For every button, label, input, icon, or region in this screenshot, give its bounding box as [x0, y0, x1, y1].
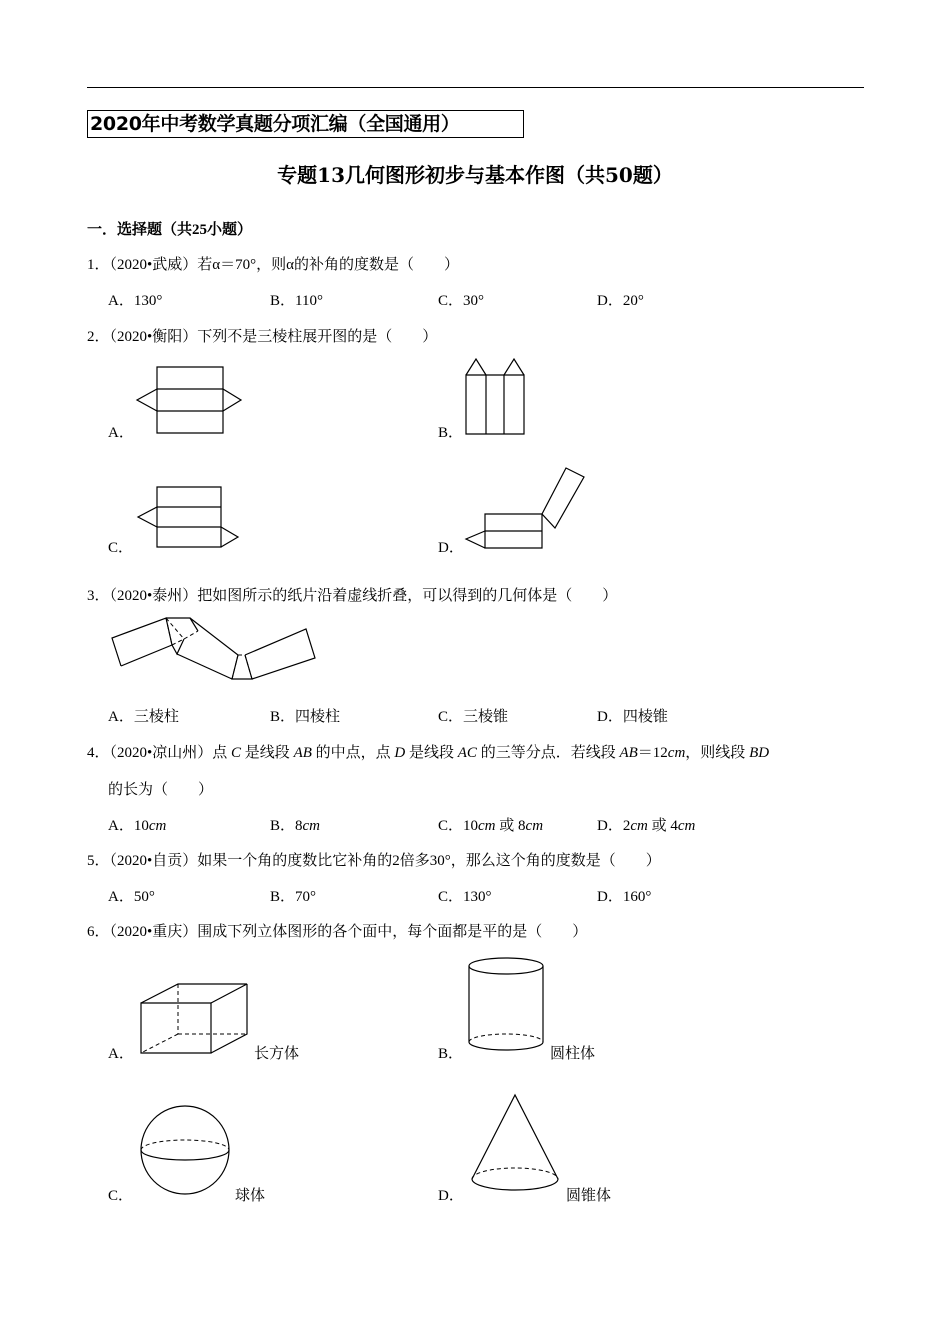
question-text: （2020•泰州）把如图所示的纸片沿着虚线折叠，可以得到的几何体是（ ） [109, 588, 618, 604]
q3-option-b[interactable]: B．四棱柱 [270, 709, 341, 725]
q1-option-b[interactable]: B．110° [270, 293, 323, 309]
question-number: 2． [87, 329, 110, 345]
section-heading: 一．选择题（共25小题） [87, 222, 253, 238]
q1-option-a[interactable]: A．130° [108, 293, 163, 309]
q2-figure-d [463, 465, 589, 553]
q2-option-a[interactable]: A． [108, 425, 134, 441]
question-4: 4．（2020•凉山州）点 C 是线段 AB 的中点，点 D 是线段 AC 的三等分点．若线段 AB＝12cm，则线段 BD [87, 745, 770, 761]
q2-figure-a [135, 365, 245, 440]
cylinder-figure [465, 955, 549, 1058]
q3-option-a[interactable]: A．三棱柱 [108, 709, 179, 725]
q4-option-d[interactable]: D．2cm 或 4cm [597, 818, 696, 834]
q6-option-d[interactable]: D． [438, 1188, 464, 1204]
sphere-figure [137, 1102, 233, 1198]
q2-figure-c [135, 484, 245, 552]
q5-option-d[interactable]: D．160° [597, 889, 652, 905]
q5-option-b[interactable]: B．70° [270, 889, 317, 905]
question-number: 6． [87, 924, 110, 940]
question-3 [87, 584, 617, 605]
q5-option-a[interactable]: A．50° [108, 889, 155, 905]
question-number: 5． [87, 853, 110, 869]
document-title: 专题13几何图形初步与基本作图（共50题） [277, 163, 673, 187]
question-text: （2020•重庆）围成下列立体图形的各个面中，每个面都是平的是（ ） [109, 924, 588, 940]
q4-option-c[interactable]: C．10cm 或 8cm [438, 818, 544, 834]
question-1 [87, 253, 459, 274]
q1-option-c[interactable]: C．30° [438, 293, 485, 309]
shape-name-sphere: 球体 [235, 1188, 266, 1204]
q6-option-b[interactable]: B． [438, 1046, 464, 1062]
q2-option-d[interactable]: D． [438, 540, 464, 556]
question-5 [87, 849, 661, 870]
question-number: 4． [87, 745, 110, 761]
header-rule [87, 87, 864, 88]
shape-name-cuboid: 长方体 [254, 1046, 300, 1062]
q6-option-c[interactable]: C． [108, 1188, 134, 1204]
shape-name-cylinder: 圆柱体 [550, 1046, 596, 1062]
q4-option-b[interactable]: B．8cm [270, 818, 321, 834]
q3-paper-net-figure [105, 610, 320, 685]
series-title: 2020年中考数学真题分项汇编（全国通用） [87, 110, 524, 138]
q3-option-c[interactable]: C．三棱锥 [438, 709, 509, 725]
question-text: （2020•自贡）如果一个角的度数比它补角的2倍多30°，那么这个角的度数是（ ） [109, 853, 661, 869]
q3-option-d[interactable]: D．四棱锥 [597, 709, 668, 725]
q6-option-a[interactable]: A． [108, 1046, 134, 1062]
question-text: （2020•武威）若α＝70°，则α的补角的度数是（ ） [109, 257, 459, 273]
q4-option-a[interactable]: A．10cm [108, 818, 167, 834]
cone-figure [467, 1092, 563, 1200]
q2-option-c[interactable]: C． [108, 540, 134, 556]
q2-option-b[interactable]: B． [438, 425, 464, 441]
q5-option-c[interactable]: C．130° [438, 889, 492, 905]
question-text: （2020•衡阳）下列不是三棱柱展开图的是（ ） [109, 329, 438, 345]
q2-figure-b [463, 355, 529, 439]
net-rect [157, 367, 223, 433]
shape-name-cone: 圆锥体 [566, 1188, 612, 1204]
cuboid-figure [138, 980, 253, 1058]
question-2 [87, 325, 437, 346]
question-6 [87, 920, 587, 941]
question-number: 3． [87, 588, 110, 604]
question-4-line2: 的长为（ ） [108, 782, 214, 798]
question-number: 1． [87, 257, 110, 273]
q1-option-d[interactable]: D．20° [597, 293, 644, 309]
